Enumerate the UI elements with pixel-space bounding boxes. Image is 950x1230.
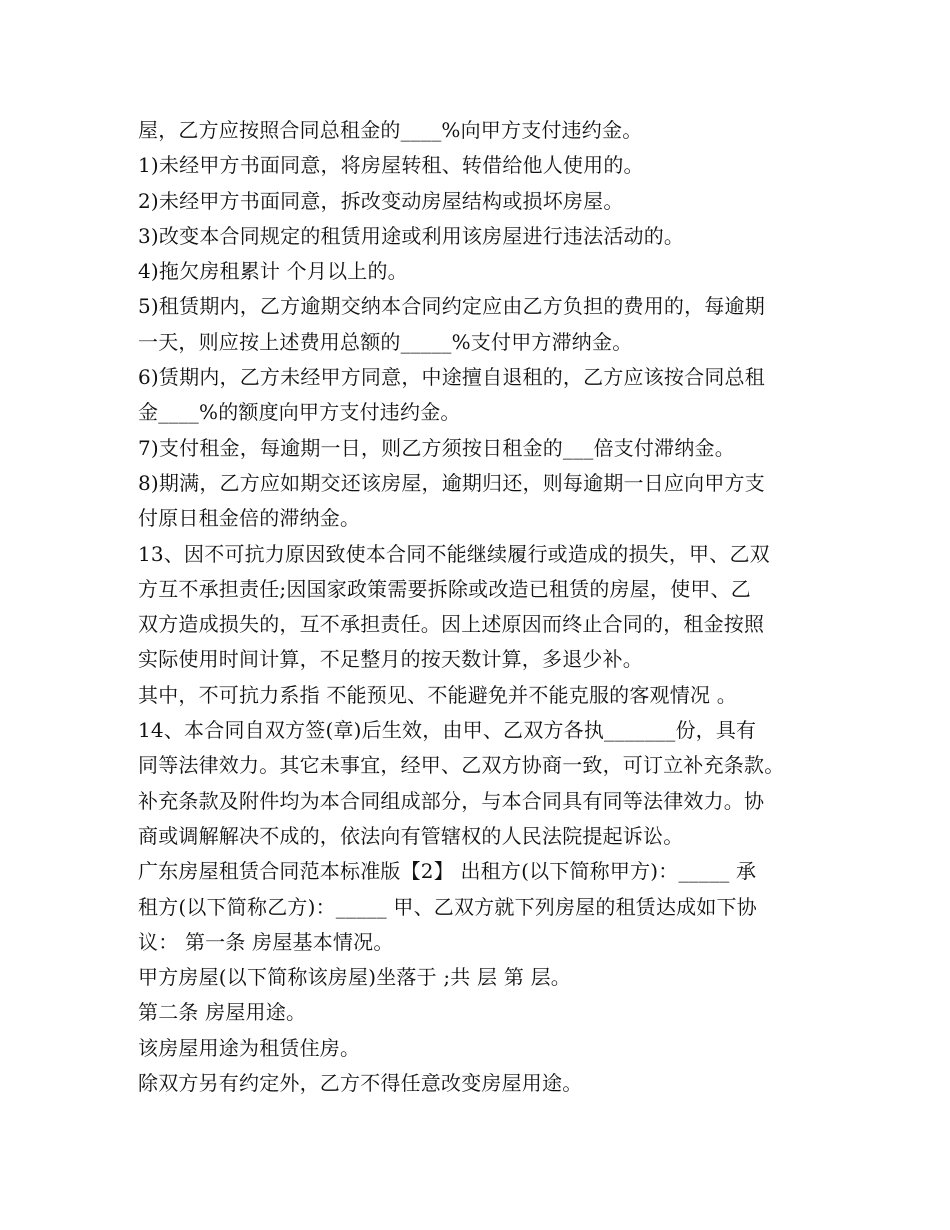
text-line: 甲方房屋(以下简称该房屋)坐落于 ;共 层 第 层。 [138,965,571,990]
text-line: 4)拖欠房租累计 个月以上的。 [138,259,408,284]
document-body [138,113,828,1101]
text-line: 除双方另有约定外，乙方不得任意改变房屋用途。 [138,1071,583,1096]
text-line: 商或调解解决不成的，依法向有管辖权的人民法院提起诉讼。 [138,823,684,848]
text-line: 金____%的额度向甲方支付违约金。 [138,400,461,425]
text-line: 同等法律效力。其它未事宜，经甲、乙双方协商一致，可订立补充条款。 [138,753,785,778]
text-line: 租方(以下简称乙方)：_____ 甲、乙双方就下列房屋的租赁达成如下协 [138,894,757,919]
text-line: 13、因不可抗力原因致使本合同不能继续履行或造成的损失，甲、乙双 [138,541,770,566]
text-line: 5)租赁期内，乙方逾期交纳本合同约定应由乙方负担的费用的，每逾期 [138,294,765,319]
text-line: 一天，则应按上述费用总额的_____%支付甲方滞纳金。 [138,329,633,354]
text-line: 6)赁期内，乙方未经甲方同意，中途擅自退租的，乙方应该按合同总租 [138,365,765,390]
text-line: 1)未经甲方书面同意，将房屋转租、转借给他人使用的。 [138,153,644,178]
text-line: 7)支付租金，每逾期一日，则乙方须按日租金的___倍支付滞纳金。 [138,435,735,460]
text-line: 3)改变本合同规定的租赁用途或利用该房屋进行违法活动的。 [138,223,685,248]
text-line: 14、本合同自双方签(章)后生效，由甲、乙双方各执_______份，具有 [138,718,757,743]
text-line: 实际使用时间计算，不足整月的按天数计算，多退少补。 [138,647,643,672]
text-line: 2)未经甲方书面同意，拆改变动房屋结构或损坏房屋。 [138,188,624,213]
text-line: 屋，乙方应按照合同总租金的____%向甲方支付违约金。 [138,118,643,142]
text-line: 广东房屋租赁合同范本标准版【2】 出租方(以下简称甲方)：_____ 承 [138,859,757,884]
text-line: 付原日租金倍的滞纳金。 [138,506,361,531]
text-line: 其中，不可抗力系指 不能预见、不能避免并不能克服的客观情况 。 [138,682,737,707]
text-line: 8)期满，乙方应如期交还该房屋，逾期归还，则每逾期一日应向甲方支 [138,470,765,495]
text-line: 第二条 房屋用途。 [138,1000,307,1025]
text-line: 议： 第一条 房屋基本情况。 [138,929,394,954]
text-line: 方互不承担责任;因国家政策需要拆除或改造已租赁的房屋，使甲、乙 [138,576,751,601]
text-line: 该房屋用途为租赁住房。 [138,1035,361,1060]
text-line: 补充条款及附件均为本合同组成部分，与本合同具有同等法律效力。协 [138,788,765,813]
text-line: 双方造成损失的，互不承担责任。因上述原因而终止合同的，租金按照 [138,612,765,637]
